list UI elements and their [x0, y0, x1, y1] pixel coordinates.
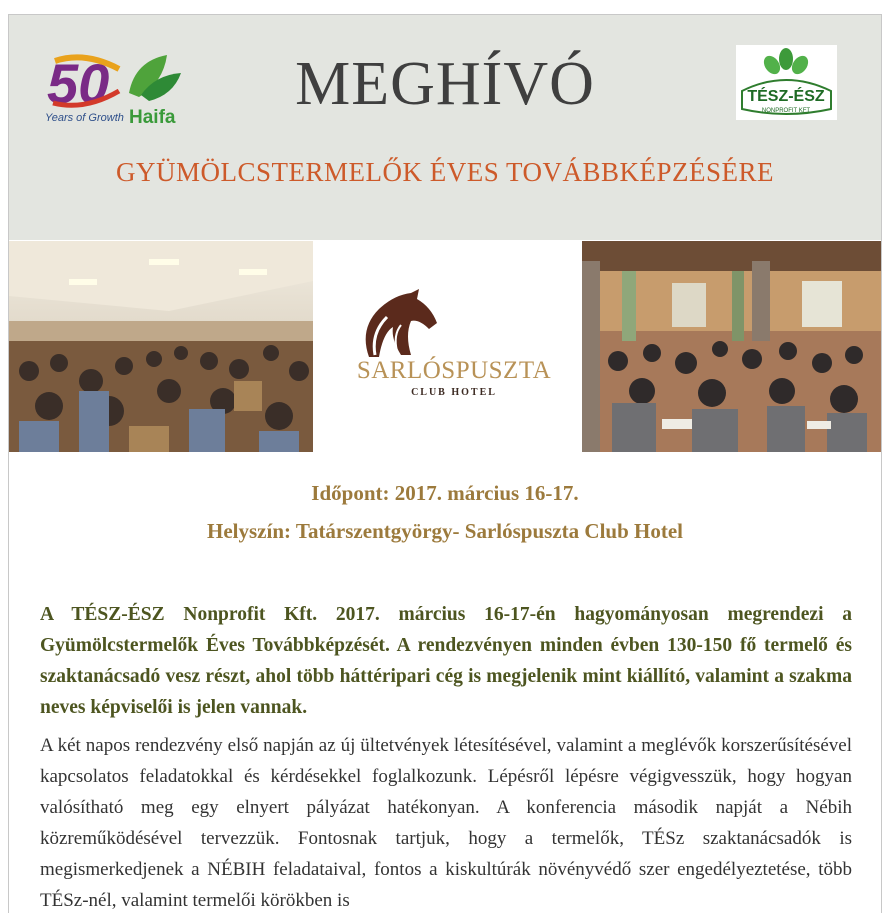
tesz-logo-sub: NONPROFIT KFT — [761, 108, 811, 114]
hotel-logo-sub: CLUB HOTEL — [411, 387, 497, 398]
horse-head-icon — [349, 289, 449, 359]
page-title: MEGHÍVÓ — [295, 50, 595, 118]
tesz-logo-name: TÉSZ-ÉSZ — [747, 88, 825, 105]
event-date: Időpont: 2017. március 16-17. — [311, 481, 579, 505]
page-subtitle: GYÜMÖLCSTERMELŐK ÉVES TOVÁBBKÉPZÉSÉRE — [115, 157, 775, 187]
header-banner — [9, 15, 881, 240]
invitation-page — [8, 14, 882, 913]
conference-photo-right — [582, 241, 881, 452]
haifa-logo-number: 50 — [47, 52, 110, 115]
tesz-esz-logo — [736, 45, 837, 120]
haifa-logo-brand: Haifa — [129, 107, 176, 127]
intro-paragraph: A TÉSZ-ÉSZ Nonprofit Kft. 2017. március 16-17-én hagyományosan megrendezi a Gyümölcstermelők Éves Továbbképzését. A rendezvényen minden évben 130-150 fő termelő és szaktanácsadó vesz részt, ahol több háttéripari cég is megjelenik mint kiállító, valamint a szakma neves képviselői is jelen vannak. — [40, 604, 852, 718]
conference-photo-left — [9, 241, 313, 452]
haifa-logo-tagline: Years of Growth — [45, 112, 124, 124]
body-paragraph: A két napos rendezvény első napján az új ültetvények létesítésével, valamint a meglévők korszerűsítésével kapcsolatos feladatokkal és kérdésekkel foglalkozunk. Lépésről lépésre végigvesszük, hogy hogyan valósítható meg egy elnyert pályázat hatékonyan. A konferencia második napját a Nébih közreműködésével tervezzük. Fontosnak tartjuk, hogy a termelők, TÉSz szaktanácsadók is megismerkedjenek a NÉBIH feladataival, fontos a kiskultúrák növényvédő szer engedélyeztetése, több TÉSz-nél, valamint termelői körökben is — [40, 735, 852, 911]
photo-strip — [9, 241, 881, 452]
event-location: Helyszín: Tatárszentgyörgy- Sarlóspuszta Club Hotel — [207, 519, 683, 543]
hotel-logo — [339, 289, 569, 409]
hotel-logo-name: SARLÓSPUSZTA — [356, 357, 552, 384]
